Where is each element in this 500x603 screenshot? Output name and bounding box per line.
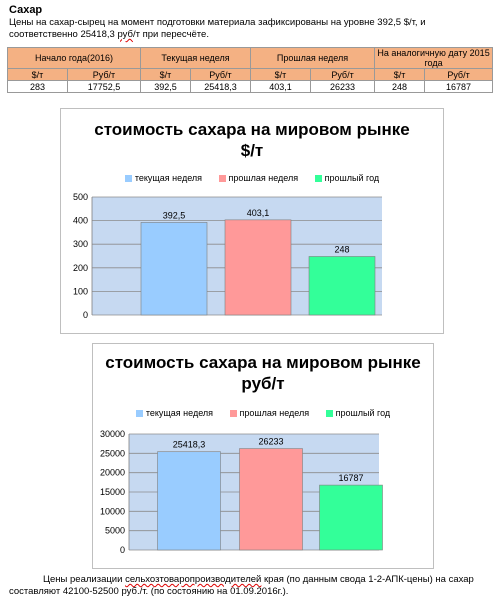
- chart-rub: [92, 343, 434, 569]
- value-cell: 392,5: [141, 81, 191, 93]
- y-tick-label: 10000: [99, 506, 125, 517]
- y-tick-label: 100: [72, 286, 88, 297]
- y-tick-label: 200: [72, 262, 88, 273]
- intro-text-1: Цены на сахар-сырец на момент подготовки материала зафиксированы на уровне 392,5 $/т, и соответственно 25418,3: [9, 17, 426, 40]
- y-tick-label: 500: [72, 192, 88, 202]
- unit-cell: Руб/т: [191, 69, 251, 81]
- y-tick-label: 25000: [99, 448, 125, 459]
- unit-cell: $/т: [251, 69, 311, 81]
- data-label: 25418,3: [172, 439, 206, 450]
- footer-text-underlined: сельхозтоваропроизводителей: [125, 574, 262, 585]
- legend-label-last-year: прошлый год: [324, 173, 380, 183]
- chart-usd-title-line2: $/т: [240, 141, 264, 160]
- bar-last-year: [309, 256, 375, 315]
- chart-rub-title-line2: руб/т: [241, 374, 285, 393]
- chart-usd-plot: [61, 109, 443, 333]
- value-cell: 17752,5: [68, 81, 141, 93]
- value-cell: 16787: [425, 81, 493, 93]
- bar-current: [158, 452, 221, 550]
- y-tick-label: 5000: [104, 525, 125, 536]
- chart-rub-plot: [93, 344, 433, 568]
- legend-label-current: текущая неделя: [134, 173, 203, 183]
- bar-current: [141, 222, 207, 315]
- price-table: [7, 47, 493, 93]
- section-title: Сахар: [9, 4, 43, 16]
- unit-cell: $/т: [141, 69, 191, 81]
- y-tick-label: 30000: [99, 429, 125, 439]
- legend-label-last-year: прошлый год: [335, 408, 391, 418]
- y-tick-label: 15000: [99, 487, 125, 497]
- footer-text-2: края (по данным свода 1-2-АПК-цены) на сахар составляют 42100-52500 руб./т. (по состоянию на 01.09.2016г.).: [9, 574, 474, 597]
- bar-previous: [225, 220, 291, 315]
- legend-label-previous: прошлая неделя: [239, 408, 310, 418]
- bar-previous: [240, 449, 303, 550]
- value-cell: 26233: [311, 81, 375, 93]
- intro-paragraph: [9, 17, 487, 41]
- y-tick-label: 0: [82, 310, 88, 320]
- data-label: 16787: [338, 473, 364, 484]
- unit-cell: Руб/т: [311, 69, 375, 81]
- y-tick-label: 0: [119, 545, 125, 555]
- header-same-date-2015: На аналогичную дату 2015 года: [375, 48, 493, 69]
- value-cell: 248: [375, 81, 425, 93]
- chart-usd-title-line1: стоимость сахара на мировом рынке: [94, 120, 410, 139]
- value-cell: 403,1: [251, 81, 311, 93]
- data-label: 248: [334, 244, 350, 255]
- unit-cell: $/т: [8, 69, 68, 81]
- chart-rub-title-line1: стоимость сахара на мировом рынке: [105, 353, 421, 372]
- intro-text-underlined: руб: [117, 29, 133, 40]
- footer-text-1: Цены реализации: [43, 574, 126, 585]
- value-cell: 283: [8, 81, 68, 93]
- y-tick-label: 20000: [99, 467, 125, 478]
- data-label: 26233: [258, 436, 284, 447]
- unit-cell: $/т: [375, 69, 425, 81]
- footer-paragraph: [9, 574, 489, 598]
- intro-text-2: /т при пересчёте.: [132, 29, 209, 40]
- y-tick-label: 400: [72, 215, 88, 226]
- header-start-year: Начало года(2016): [8, 48, 141, 69]
- header-previous-week: Прошлая неделя: [251, 48, 375, 69]
- data-label: 392,5: [162, 210, 186, 221]
- header-current-week: Текущая неделя: [141, 48, 251, 69]
- legend-label-current: текущая неделя: [145, 408, 214, 418]
- y-tick-label: 300: [72, 239, 88, 250]
- unit-cell: Руб/т: [425, 69, 493, 81]
- value-cell: 25418,3: [191, 81, 251, 93]
- chart-usd: [60, 108, 444, 334]
- data-label: 403,1: [246, 207, 270, 218]
- bar-last-year: [320, 485, 383, 550]
- unit-cell: Руб/т: [68, 69, 141, 81]
- legend-label-previous: прошлая неделя: [228, 173, 299, 183]
